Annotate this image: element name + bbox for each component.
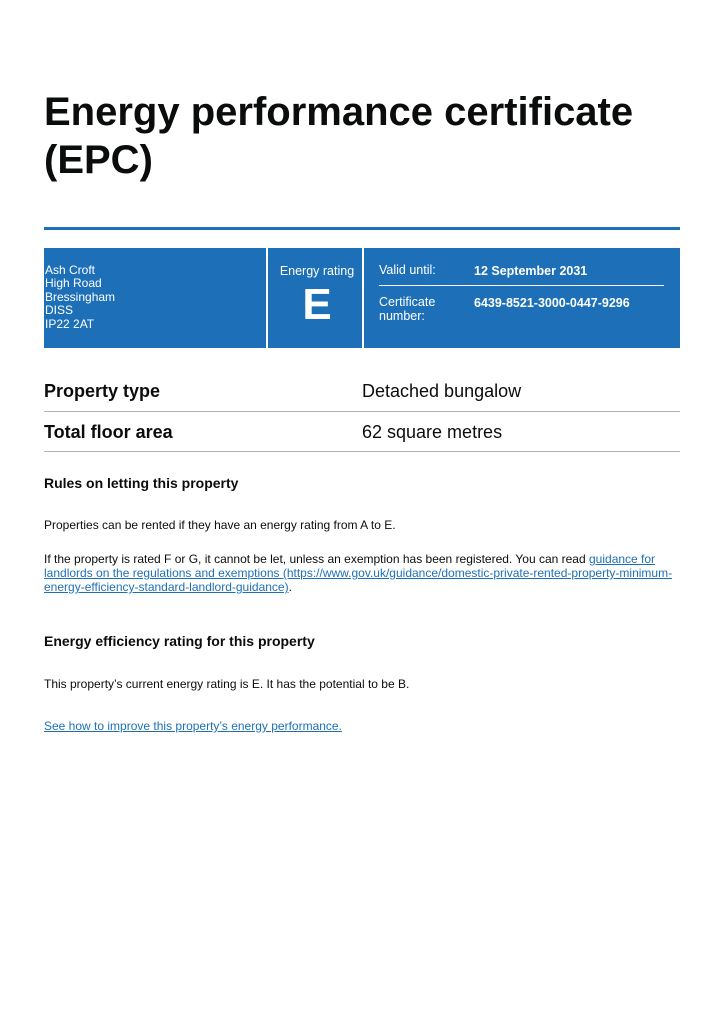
address-line-3: Bressingham [45,289,116,304]
address-postcode: IP22 2AT [45,316,95,331]
property-type-value: Detached bungalow [362,381,522,401]
banner-divider-1 [266,248,268,348]
title-divider [44,227,680,230]
letting-rules-para-2 [44,552,684,594]
energy-rating-label: Energy rating [279,264,355,278]
row-divider-2 [44,451,680,452]
efficiency-heading: Energy efficiency rating for this property [44,633,315,649]
property-type-label: Property type [44,381,161,401]
page-title: Energy performance certificate (EPC) [44,90,634,182]
certificate-number-value: 6439-8521-3000-0447-9296 [474,296,630,310]
valid-until-value: 12 September 2031 [474,264,588,278]
address-line-4: DISS [45,303,74,318]
certificate-number-label [379,296,435,323]
floor-area-label: Total floor area [44,422,173,442]
floor-area-value: 62 square metres [362,422,503,442]
certificate-label-line-1: Certificate [379,295,436,309]
landlord-guidance-link[interactable]: guidance for landlords on the regulations and exemptions (https://www.gov.uk/guidance/domestic-private-rented-property-minimum-energy-efficiency-standard-landlord-guidance) [44,552,673,594]
banner-divider-2 [362,248,364,348]
efficiency-para: This property’s current energy rating is E. It has the potential to be B. [44,677,410,691]
letting-rules-para-2-end: . [288,580,292,594]
improve-performance-link-wrap [44,719,684,733]
letting-rules-para-1: Properties can be rented if they have an energy rating from A to E. [44,518,396,532]
row-divider-1 [44,411,680,412]
property-address [45,264,115,331]
improve-performance-link[interactable]: See how to improve this property’s energy performance. [44,719,342,733]
summary-banner [44,248,680,348]
certificate-label-line-2: number: [379,308,425,323]
address-line-2: High Road [45,276,102,291]
letting-rules-para-2-text: If the property is rated F or G, it cannot be let, unless an exemption has been registered. You can read [44,552,589,566]
energy-rating-value: E [302,280,332,329]
letting-rules-heading: Rules on letting this property [44,475,239,491]
banner-inner-rule [379,285,664,286]
valid-until-label: Valid until: [379,263,436,277]
address-line-1: Ash Croft [45,263,96,277]
